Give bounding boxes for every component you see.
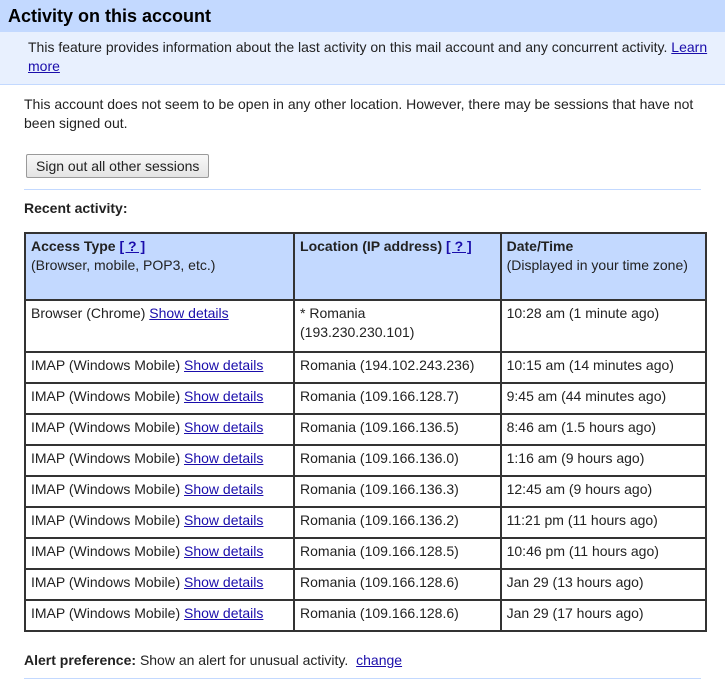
datetime-cell: 1:16 am (9 hours ago) <box>501 445 706 476</box>
learn-more-link[interactable]: Learn more <box>28 39 708 74</box>
datetime-cell: 10:15 am (14 minutes ago) <box>501 352 706 383</box>
access-cell <box>25 300 294 352</box>
table-row <box>25 600 706 631</box>
header-location <box>294 233 501 300</box>
alert-preference <box>24 652 701 668</box>
sign-out-all-sessions-button[interactable]: Sign out all other sessions <box>26 154 209 178</box>
location-cell <box>294 300 501 352</box>
table-row <box>25 538 706 569</box>
access-type: IMAP (Windows Mobile) <box>31 388 181 404</box>
access-cell <box>25 600 294 631</box>
access-type: IMAP (Windows Mobile) <box>31 450 181 466</box>
activity-table <box>24 232 707 632</box>
location-cell: Romania (109.166.136.3) <box>294 476 501 507</box>
datetime-cell: 10:28 am (1 minute ago) <box>501 300 706 352</box>
access-cell <box>25 569 294 600</box>
show-details-link[interactable]: Show details <box>184 543 264 559</box>
table-row <box>25 352 706 383</box>
access-type: IMAP (Windows Mobile) <box>31 543 181 559</box>
description-text: This feature provides information about the last activity on this mail account and any concurrent activity. <box>28 39 668 55</box>
show-details-link[interactable]: Show details <box>184 419 264 435</box>
feature-description <box>0 32 725 85</box>
session-notice: This account does not seem to be open in any other location. However, there may be sessions that have not been signed out. <box>24 96 694 131</box>
alert-preference-label: Alert preference: <box>24 652 137 668</box>
access-type: IMAP (Windows Mobile) <box>31 357 181 373</box>
table-row <box>25 414 706 445</box>
access-type: Browser (Chrome) <box>31 305 146 321</box>
location-cell: Romania (109.166.136.2) <box>294 507 501 538</box>
header-access-type <box>25 233 294 300</box>
location-cell: Romania (109.166.128.6) <box>294 600 501 631</box>
show-details-link[interactable]: Show details <box>184 357 264 373</box>
access-type: IMAP (Windows Mobile) <box>31 481 181 497</box>
datetime-label: Date/Time <box>506 238 574 254</box>
header-datetime <box>501 233 706 300</box>
table-row <box>25 445 706 476</box>
show-details-link[interactable]: Show details <box>184 450 264 466</box>
datetime-cell: 12:45 am (9 hours ago) <box>501 476 706 507</box>
location-cell: Romania (109.166.128.6) <box>294 569 501 600</box>
show-details-link[interactable]: Show details <box>184 574 264 590</box>
header-bar <box>0 0 725 32</box>
show-details-link[interactable]: Show details <box>184 481 264 497</box>
change-alert-link[interactable]: change <box>356 652 403 668</box>
access-cell <box>25 414 294 445</box>
recent-activity-label: Recent activity: <box>24 200 128 216</box>
access-cell <box>25 352 294 383</box>
table-wrap <box>0 232 725 632</box>
access-cell <box>25 476 294 507</box>
access-type-help-link[interactable]: [ ? ] <box>119 238 146 254</box>
show-details-link[interactable]: Show details <box>184 605 264 621</box>
access-cell <box>25 538 294 569</box>
table-row <box>25 507 706 538</box>
access-type: IMAP (Windows Mobile) <box>31 419 181 435</box>
datetime-sub: (Displayed in your time zone) <box>506 257 688 273</box>
table-row <box>25 569 706 600</box>
bottom-divider <box>24 678 701 679</box>
show-details-link[interactable]: Show details <box>184 512 264 528</box>
table-row <box>25 383 706 414</box>
location-cell: Romania (194.102.243.236) <box>294 352 501 383</box>
section-divider <box>24 189 701 190</box>
show-details-link[interactable]: Show details <box>184 388 264 404</box>
table-row <box>25 300 706 352</box>
main-content <box>0 95 725 216</box>
datetime-cell: 8:46 am (1.5 hours ago) <box>501 414 706 445</box>
table-row <box>25 476 706 507</box>
location: * Romania <box>300 305 366 321</box>
datetime-cell: 9:45 am (44 minutes ago) <box>501 383 706 414</box>
access-type-label: Access Type <box>31 238 116 254</box>
location-cell: Romania (109.166.136.0) <box>294 445 501 476</box>
datetime-cell: Jan 29 (13 hours ago) <box>501 569 706 600</box>
access-type-sub: (Browser, mobile, POP3, etc.) <box>31 257 216 273</box>
datetime-cell: 11:21 pm (11 hours ago) <box>501 507 706 538</box>
alert-preference-text: Show an alert for unusual activity. <box>139 652 349 668</box>
access-type: IMAP (Windows Mobile) <box>31 512 181 528</box>
location-cell: Romania (109.166.128.5) <box>294 538 501 569</box>
location-cell: Romania (109.166.136.5) <box>294 414 501 445</box>
access-cell <box>25 445 294 476</box>
show-details-link[interactable]: Show details <box>149 305 229 321</box>
location-cell: Romania (109.166.128.7) <box>294 383 501 414</box>
table-header-row <box>25 233 706 300</box>
ip-address: (193.230.230.101) <box>300 324 415 340</box>
access-type: IMAP (Windows Mobile) <box>31 574 181 590</box>
location-label: Location (IP address) <box>300 238 443 254</box>
location-help-link[interactable]: [ ? ] <box>446 238 472 254</box>
access-cell <box>25 507 294 538</box>
datetime-cell: 10:46 pm (11 hours ago) <box>501 538 706 569</box>
datetime-cell: Jan 29 (17 hours ago) <box>501 600 706 631</box>
access-cell <box>25 383 294 414</box>
access-type: IMAP (Windows Mobile) <box>31 605 181 621</box>
footer-content <box>0 652 725 679</box>
page-title: Activity on this account <box>8 6 212 26</box>
